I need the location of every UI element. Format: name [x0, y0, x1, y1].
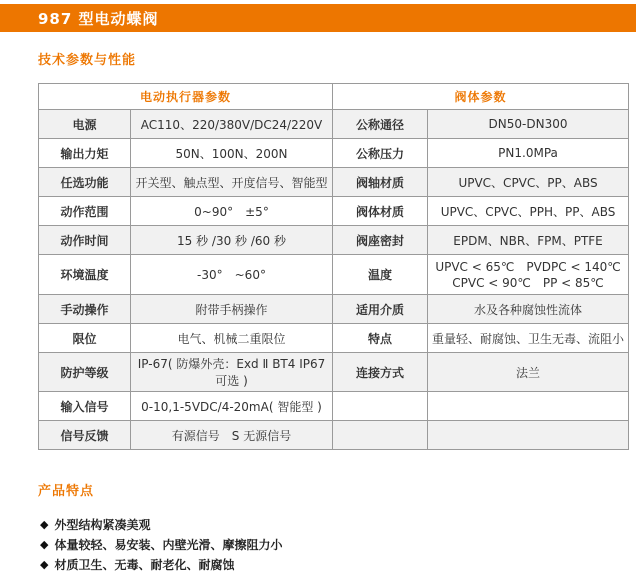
feature-list [40, 515, 636, 575]
table-row [39, 295, 629, 324]
param-label: 手动操作 [39, 295, 131, 324]
param-label: 输入信号 [39, 392, 131, 421]
param-label: 阀座密封 [333, 226, 428, 255]
param-label: 阀体材质 [333, 197, 428, 226]
param-label: 电源 [39, 110, 131, 139]
param-label: 适用介质 [333, 295, 428, 324]
param-value [428, 255, 629, 295]
section-heading-features: 产品特点 [38, 484, 95, 499]
feature-item [40, 555, 636, 575]
param-value: -30° ~60° [131, 255, 333, 295]
section-heading-tech-params: 技术参数与性能 [38, 53, 137, 68]
param-label: 环境温度 [39, 255, 131, 295]
param-value: EPDM、NBR、FPM、PTFE [428, 226, 629, 255]
param-value: 开关型、触点型、开度信号、智能型 [131, 168, 333, 197]
param-value [428, 392, 629, 421]
group-header-row [39, 84, 629, 110]
table-row [39, 226, 629, 255]
feature-item [40, 535, 636, 555]
param-value: UPVC、CPVC、PP、ABS [428, 168, 629, 197]
param-value [428, 421, 629, 450]
temp-line-1: UPVC < 65℃ PVDPC < 140℃ [435, 259, 621, 274]
diamond-bullet-icon: ◆ [40, 558, 49, 571]
param-value: IP-67( 防爆外壳：Exd Ⅱ BT4 IP67 可选 ) [131, 353, 333, 392]
param-value: PN1.0MPa [428, 139, 629, 168]
param-label: 阀轴材质 [333, 168, 428, 197]
param-label: 连接方式 [333, 353, 428, 392]
table-row [39, 110, 629, 139]
product-title-bar [0, 4, 636, 32]
param-label: 特点 [333, 324, 428, 353]
table-row [39, 324, 629, 353]
param-label [333, 421, 428, 450]
param-value: 50N、100N、200N [131, 139, 333, 168]
param-label: 任选功能 [39, 168, 131, 197]
param-value: 法兰 [428, 353, 629, 392]
table-row [39, 421, 629, 450]
feature-text: 外型结构紧凑美观 [54, 518, 151, 532]
table-row [39, 197, 629, 226]
product-spec-page [0, 4, 636, 572]
param-label: 动作时间 [39, 226, 131, 255]
param-label: 限位 [39, 324, 131, 353]
param-label: 信号反馈 [39, 421, 131, 450]
param-value: 水及各种腐蚀性流体 [428, 295, 629, 324]
param-label: 动作范围 [39, 197, 131, 226]
param-label: 输出力矩 [39, 139, 131, 168]
param-label: 温度 [333, 255, 428, 295]
param-value: 0-10,1-5VDC/4-20mA( 智能型 ) [131, 392, 333, 421]
param-label [333, 392, 428, 421]
param-label: 公称压力 [333, 139, 428, 168]
param-value: 重量轻、耐腐蚀、卫生无毒、流阻小 [428, 324, 629, 353]
diamond-bullet-icon: ◆ [40, 518, 49, 531]
feature-text: 体量较轻、易安装、内壁光滑、摩擦阻力小 [54, 538, 283, 552]
spec-table [38, 83, 629, 450]
param-value: UPVC、CPVC、PPH、PP、ABS [428, 197, 629, 226]
param-label: 防护等级 [39, 353, 131, 392]
param-value: 0~90° ±5° [131, 197, 333, 226]
table-row [39, 392, 629, 421]
diamond-bullet-icon: ◆ [40, 538, 49, 551]
param-label: 公称通径 [333, 110, 428, 139]
feature-item [40, 515, 636, 535]
table-row [39, 255, 629, 295]
feature-text: 材质卫生、无毒、耐老化、耐腐蚀 [54, 558, 235, 572]
product-title: 987 型电动蝶阀 [38, 9, 159, 28]
table-row [39, 353, 629, 392]
table-row [39, 139, 629, 168]
actuator-params-header: 电动执行器参数 [39, 84, 333, 110]
param-value: 15 秒 /30 秒 /60 秒 [131, 226, 333, 255]
param-value: 电气、机械二重限位 [131, 324, 333, 353]
param-value: DN50-DN300 [428, 110, 629, 139]
valve-params-header: 阀体参数 [333, 84, 629, 110]
param-value: 有源信号 S 无源信号 [131, 421, 333, 450]
param-value: AC110、220/380V/DC24/220V [131, 110, 333, 139]
table-row [39, 168, 629, 197]
param-value: 附带手柄操作 [131, 295, 333, 324]
temp-line-2: CPVC < 90℃ PP < 85℃ [452, 275, 604, 290]
